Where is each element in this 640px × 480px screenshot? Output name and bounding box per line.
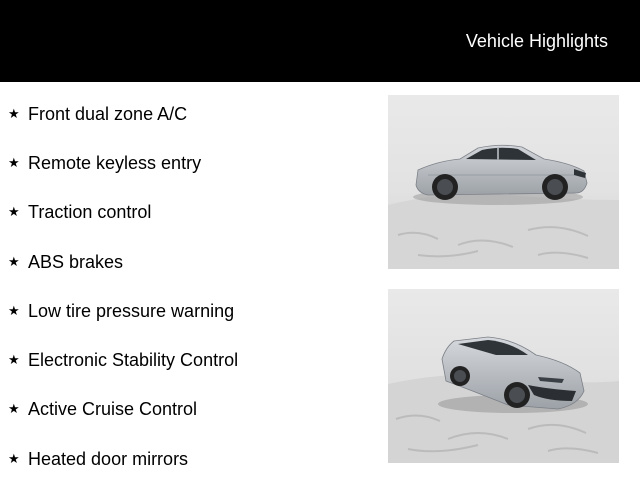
feature-label: Heated door mirrors xyxy=(28,448,189,469)
vehicle-photo-front xyxy=(388,289,619,463)
feature-list xyxy=(8,96,238,480)
star-icon: ★ xyxy=(8,105,20,121)
page-title: Vehicle Highlights xyxy=(465,31,608,51)
list-item xyxy=(8,286,238,335)
list-item xyxy=(8,188,238,237)
list-item xyxy=(8,335,238,384)
list-item xyxy=(8,89,238,138)
feature-label: ABS brakes xyxy=(28,251,124,272)
feature-label: Front dual zone A/C xyxy=(28,103,188,124)
car-front-image xyxy=(388,289,619,463)
vehicle-photo-side xyxy=(388,95,619,269)
star-icon: ★ xyxy=(8,154,20,170)
list-item xyxy=(8,434,238,480)
star-icon: ★ xyxy=(8,204,20,220)
list-item xyxy=(8,385,238,434)
star-icon: ★ xyxy=(8,401,20,417)
star-icon: ★ xyxy=(8,352,20,368)
feature-label: Remote keyless entry xyxy=(28,152,202,173)
feature-label: Traction control xyxy=(28,202,152,223)
car-side-image xyxy=(388,95,619,269)
star-icon: ★ xyxy=(8,253,20,269)
feature-label: Electronic Stability Control xyxy=(28,350,239,371)
header-bar xyxy=(0,0,640,82)
feature-label: Low tire pressure warning xyxy=(28,300,235,321)
list-item xyxy=(8,237,238,286)
star-icon: ★ xyxy=(8,302,20,318)
list-item xyxy=(8,138,238,187)
star-icon: ★ xyxy=(8,450,20,466)
feature-label: Active Cruise Control xyxy=(28,399,198,420)
